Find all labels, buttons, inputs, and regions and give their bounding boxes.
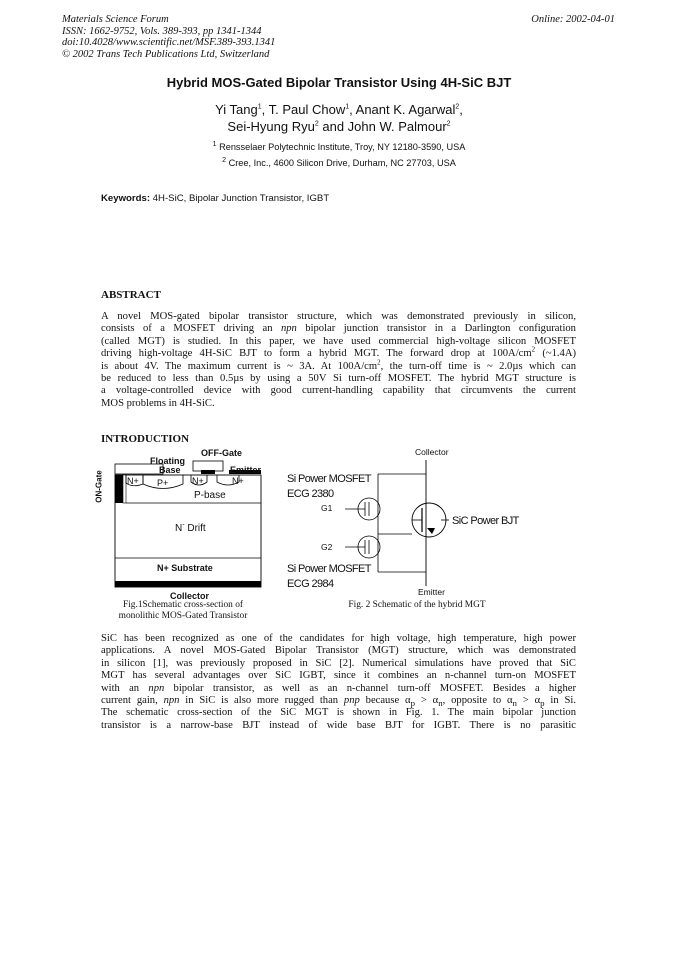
bjt-label: SiC Power BJT [452, 515, 519, 527]
keywords-label: Keywords: [101, 193, 151, 204]
keywords [101, 193, 329, 204]
base-label: Base [159, 465, 181, 475]
on-gate-label: ON-Gate [94, 470, 104, 503]
journal-name: Materials Science Forum [62, 14, 169, 25]
introduction-line: SiC has been recognized as one of the candidates for high voltage, high temperature, high power [101, 633, 576, 644]
mosfet-2-part: ECG 2984 [287, 578, 334, 590]
p-base-label: P-base [194, 490, 226, 501]
affiliation-1: $^1$ Rensselaer Polytechnic Institute, Troy, NY 12180-3590, USA [212, 140, 466, 152]
abstract-line: MOS problems in 4H-SiC. [101, 397, 215, 409]
p-plus-label: P+ [157, 478, 169, 488]
figure-1-caption [93, 600, 273, 622]
collector-metal [115, 581, 261, 587]
mosfet-2-label: Si Power MOSFET [287, 563, 371, 575]
off-gate-label: OFF-Gate [201, 448, 243, 458]
introduction-line: in silicon [1], was previously proposed in SiC [2]. Numerical simulations have proved that SiC [101, 657, 576, 669]
introduction-line: with an npn bipolar transistor, as well as an n-channel turn-off MOSFET. Besides a higher [101, 682, 576, 694]
mosfet-1-part: ECG 2380 [287, 488, 334, 500]
authors-line-1: Yi Tang$^1$, T. Paul Chow$^1$, Anant K. Agarwal$^2$, [215, 102, 463, 117]
n-plus-label-3: N+ [232, 476, 244, 486]
substrate-label: N+ Substrate [157, 563, 213, 573]
g1-label: G1 [321, 503, 333, 513]
figure-1-caption-line-1: Fig.1Schematic cross-section of [122, 600, 244, 610]
introduction-line: MGT has several advantages over SiC IGBT, since it combines an n-channel turn-on MOSFET [101, 670, 576, 682]
keywords-text: 4H-SiC, Bipolar Junction Transistor, IGBT [150, 193, 330, 204]
figure-1-caption-line-2: monolithic MOS-Gated Transistor [118, 611, 248, 621]
issn-line: ISSN: 1662-9752, Vols. 389-393, pp 1341-1344 [62, 25, 262, 37]
emitter-label-fig2: Emitter [418, 587, 445, 597]
online-date: Online: 2002-04-01 [531, 14, 615, 25]
abstract-line: be reduced to less than 0.5µs by using a 50V Si turn-off MOSFET. The hybrid MGT structure is [101, 373, 576, 384]
n-plus-label-1: N+ [127, 476, 139, 486]
abstract-heading: ABSTRACT [101, 289, 161, 301]
paper-title: Hybrid MOS-Gated Bipolar Transistor Using 4H-SiC BJT [166, 75, 512, 90]
collector-label-fig2: Collector [415, 447, 449, 457]
off-gate-electrode [193, 461, 223, 471]
copyright-line: © 2002 Trans Tech Publications Ltd, Switzerland [62, 48, 270, 60]
abstract-line: A novel MOS-gated bipolar transistor structure, which was demonstrated previously in silicon, [101, 311, 576, 322]
figure-2-caption: Fig. 2 Schematic of the hybrid MGT [348, 600, 486, 610]
collector-label: Collector [170, 591, 210, 601]
mosfet-1-label: Si Power MOSFET [287, 473, 371, 485]
gate-oxide [123, 475, 126, 503]
abstract-line: is about 4V. The maximum current is ~ 3A. At $100A/cm^2$, the turn-off time is ~ 2.0µs which can [101, 358, 576, 372]
abstract-line: consists of a MOSFET driving an npn bipolar junction transistor in a Darlington configuration [101, 323, 576, 335]
emitter-label: Emitter [230, 465, 262, 475]
abstract-line: (called MGT) is studied. In this paper, we have used commercial high-voltage silicon MOSFET [101, 335, 576, 347]
figure-1-cross-section [93, 448, 273, 608]
abstract-line: driving high-voltage 4H-SiC BJT to form a hybrid MGT. The forward drop at $100A/cm^2$ (~1.4A) [101, 345, 576, 360]
introduction-line: transistor is a narrow-base BJT instead of wide base BJT for IGBT. There is no parasitic [101, 719, 576, 731]
doi-link[interactable]: doi:10.4028/www.scientific.net/MSF.389-393.1341 [62, 37, 276, 49]
introduction-line: applications. A novel MOS-Gated Bipolar Transistor (MGT) structure, which was demonstrated [101, 645, 576, 657]
affiliation-2: $^2$ Cree, Inc., 4600 Silicon Drive, Durham, NC 27703, USA [222, 156, 456, 168]
abstract-line: a voltage-controlled device with good current-handling capability that circumvents the current [101, 385, 576, 397]
g2-label: G2 [321, 542, 333, 552]
introduction-line: The schematic cross-section of the SiC MGT is shown in Fig. 1. The main bipolar junction [101, 707, 576, 719]
authors-line-2: Sei-Hyung Ryu$^2$ and John W. Palmour$^2$ [227, 119, 451, 134]
floating-label: Floating [150, 456, 185, 466]
on-gate-trench [115, 475, 123, 503]
bjt-emitter-arrow-icon [427, 528, 435, 534]
introduction-line: current gain, npn in SiC is also more rugged than pnp because $\alpha_p > \alpha_n$, opposite to $\alpha_n > \alpha_p$ in Si. [101, 695, 576, 709]
introduction-heading: INTRODUCTION [101, 433, 190, 445]
off-gate-metal [201, 470, 215, 474]
figure-2-circuit [287, 444, 547, 599]
drift-label: N- Drift [175, 521, 206, 534]
n-plus-label-2: N+ [192, 476, 204, 486]
